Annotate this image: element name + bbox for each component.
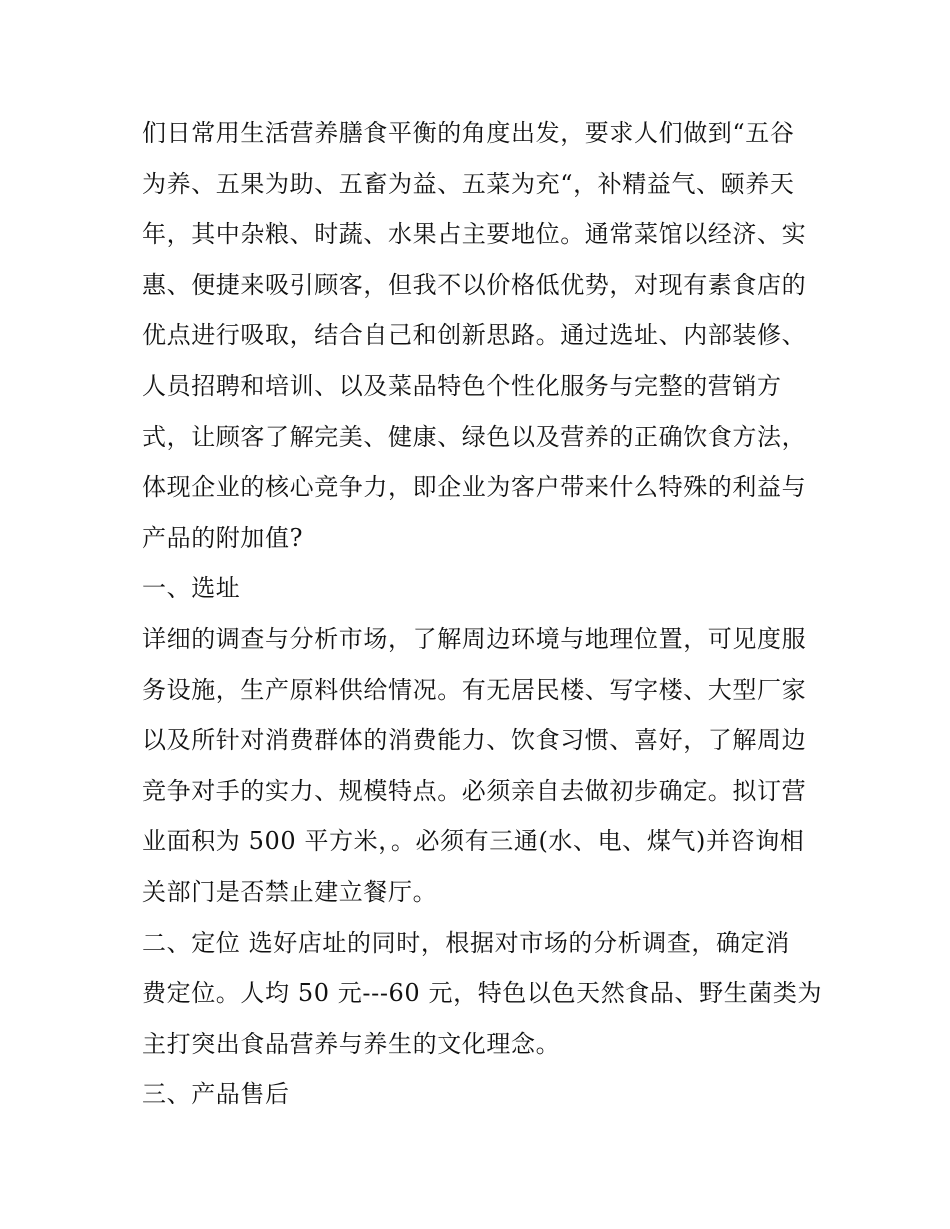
text-line: 人员招聘和培训、以及菜品特色个性化服务与完整的营销方 [142,371,782,400]
text-line: 们日常用生活营养膳食平衡的角度出发，要求人们做到“五谷 [142,119,795,147]
text-line: 关部门是否禁止建立餐厅。 [142,877,438,906]
text-line: 体现企业的核心竞争力，即企业为客户带来什么特殊的利益与 [142,473,807,502]
section-heading-positioning: 二、定位 选好店址的同时，根据对市场的分析调查，确定消 [142,928,790,957]
section-heading-after-sales: 三、产品售后 [142,1080,290,1109]
text-line: 产品的附加值? [142,523,304,552]
text-line: 详细的调查与分析市场，了解周边环境与地理位置，可见度服 [142,624,807,653]
text-line: 为养、五果为助、五畜为益、五菜为充“，补精益气、颐养天 [142,169,795,198]
text-line: 年，其中杂粮、时蔬、水果占主要地位。通常菜馆以经济、实 [142,220,807,249]
document-body [142,108,822,1120]
text-line: 以及所针对消费群体的消费能力、饮食习惯、喜好，了解周边 [142,726,807,755]
text-line: 主打突出食品营养与养生的文化理念。 [142,1029,561,1058]
text-line: 务设施，生产原料供给情况。有无居民楼、写字楼、大型厂家 [142,675,807,704]
section-heading-site-selection: 一、选址 [142,574,241,603]
text-line: 业面积为 500 平方米，。必须有三通(水、电、煤气)并咨询相 [142,827,805,856]
text-line: 惠、便捷来吸引顾客，但我不以价格低优势，对现有素食店的 [142,270,807,299]
text-line: 费定位。人均 50 元---60 元，特色以色天然食品、野生菌类为 [142,979,823,1008]
text-line: 式，让顾客了解完美、健康、绿色以及营养的正确饮食方法， [142,422,807,451]
text-line: 竞争对手的实力、规模特点。必须亲自去做初步确定。拟订营 [142,776,807,805]
text-line: 优点进行吸取，结合自己和创新思路。通过选址、内部装修、 [142,321,807,350]
